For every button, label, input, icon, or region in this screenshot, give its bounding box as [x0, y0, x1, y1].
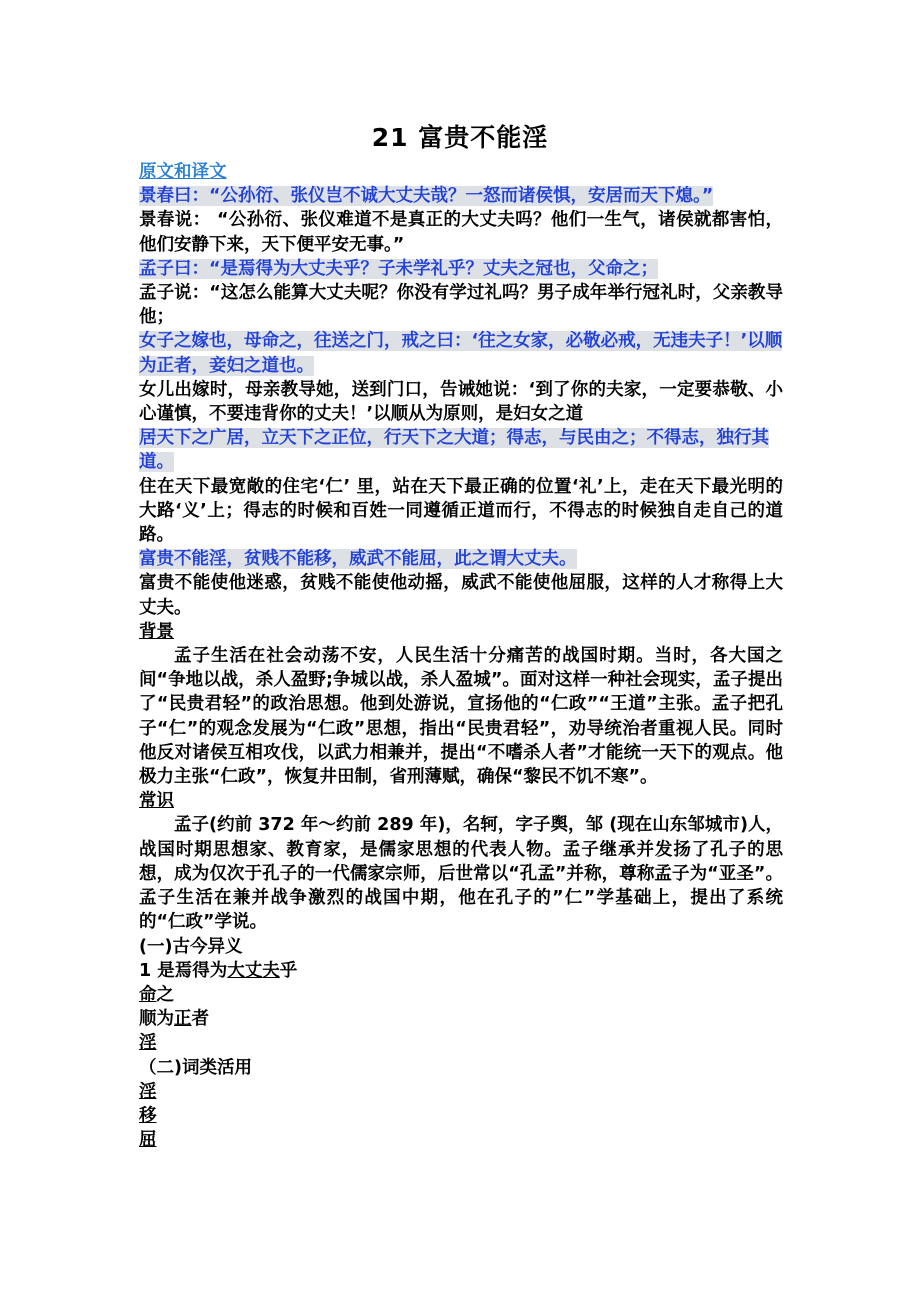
translation-text-5: 富贵不能使他迷惑，贫贱不能使他动摇，威武不能使他屈服，这样的人才称得上大丈夫。 — [139, 573, 783, 618]
knowledge-text: 孟子(约前 372 年～约前 289 年)，名轲，字子舆，邹 (现在山东邹城市)人，战国时期思想家、教育家，是儒家思想的代表人物。孟子继承并发扬了孔子的思想，成为仅次于孔子的一代儒家宗师，后世常以“孔孟”并称，尊称孟子为“亚圣”。孟子生活在兼并战争激烈的战国中期，他在孔子的”仁”学基础上，提出了系统的“仁政”学说。 — [139, 815, 783, 933]
section1-item-4: 淫 — [139, 1033, 157, 1054]
background-text: 孟子生活在社会动荡不安，人民生活十分痛苦的战国时期。当时，各大国之间“争地以战，杀人盈野;争城以战，杀人盈城”。面对这样一种社会现实，孟子提出了“民贵君轻”的政治思想。他到处游说，宣扬他的“仁政”“王道”主张。孟子把孔子“仁”的观念发展为“仁政”思想，指出“民贵君轻”，劝导统治者重视人民。同时他反对诸侯互相攻伐，以武力相兼并，提出“不嗜杀人者”才能统一天下的观点。他极力主张“仁政”，恢复井田制，省刑薄赋，确保“黎民不饥不寒”。 — [139, 646, 783, 788]
background-heading: 背景 — [139, 621, 174, 642]
translation-text-1: 景春说： “公孙衍、张仪难道不是真正的大丈夫吗？他们一生气，诸侯就都害怕，他们安静下来，天下便平安无事。” — [139, 210, 783, 255]
translation-text-3: 女儿出嫁时，母亲教导她，送到门口，告诫她说：‘到了你的夫家，一定要恭敬、小心谨慎，不要违背你的丈夫！’以顺从为原则，是妇女之道 — [139, 379, 783, 425]
original-text-2: 孟子曰：“是焉得为大丈夫乎？子未学礼乎？丈夫之冠也，父命之； — [139, 258, 658, 279]
section1-item-1: 1 是焉得为大丈夫乎 — [139, 960, 298, 981]
page-title: 21 富贵不能淫 — [371, 123, 549, 152]
section-heading-original[interactable]: 原文和译文 — [139, 162, 227, 182]
section1-heading: (一)古今异义 — [139, 936, 243, 957]
section2-heading: （二)词类活用 — [139, 1057, 252, 1078]
original-text-1: 景春曰：“公孙衍、张仪岂不诚大丈夫哉？一怒而诸侯惧，安居而天下熄。” — [139, 186, 714, 207]
section1-item-2: 命之 — [139, 984, 174, 1005]
translation-text-2: 孟子说：“这怎么能算大丈夫呢？你没有学过礼吗？男子成年举行冠礼时，父亲教导他； — [139, 283, 783, 328]
section1-item-3: 顺为正者 — [139, 1009, 209, 1030]
document-body — [139, 160, 783, 1152]
section2-item-1: 淫 — [139, 1081, 157, 1102]
original-text-3: 女子之嫁也，母命之，往送之门，戒之曰：‘往之女家，必敬必戒，无违夫子！’以顺为正者，妾妇之道也。 — [139, 331, 783, 376]
original-text-4: 居天下之广居，立天下之正位，行天下之大道；得志，与民由之；不得志，独行其道。 — [139, 428, 769, 473]
section2-item-3: 屈 — [139, 1130, 157, 1151]
original-text-5: 富贵不能淫，贫贱不能移，威武不能屈，此之谓大丈夫。 — [139, 549, 577, 570]
section2-item-2: 移 — [139, 1105, 157, 1126]
translation-text-4: 住在天下最宽敞的住宅‘仁’ 里，站在天下最正确的位置‘礼’上，走在天下最光明的大路‘义’上；得志的时候和百姓一同遵循正道而行，不得志的时候独自走自己的道路。 — [139, 476, 783, 546]
knowledge-heading: 常识 — [139, 791, 174, 812]
